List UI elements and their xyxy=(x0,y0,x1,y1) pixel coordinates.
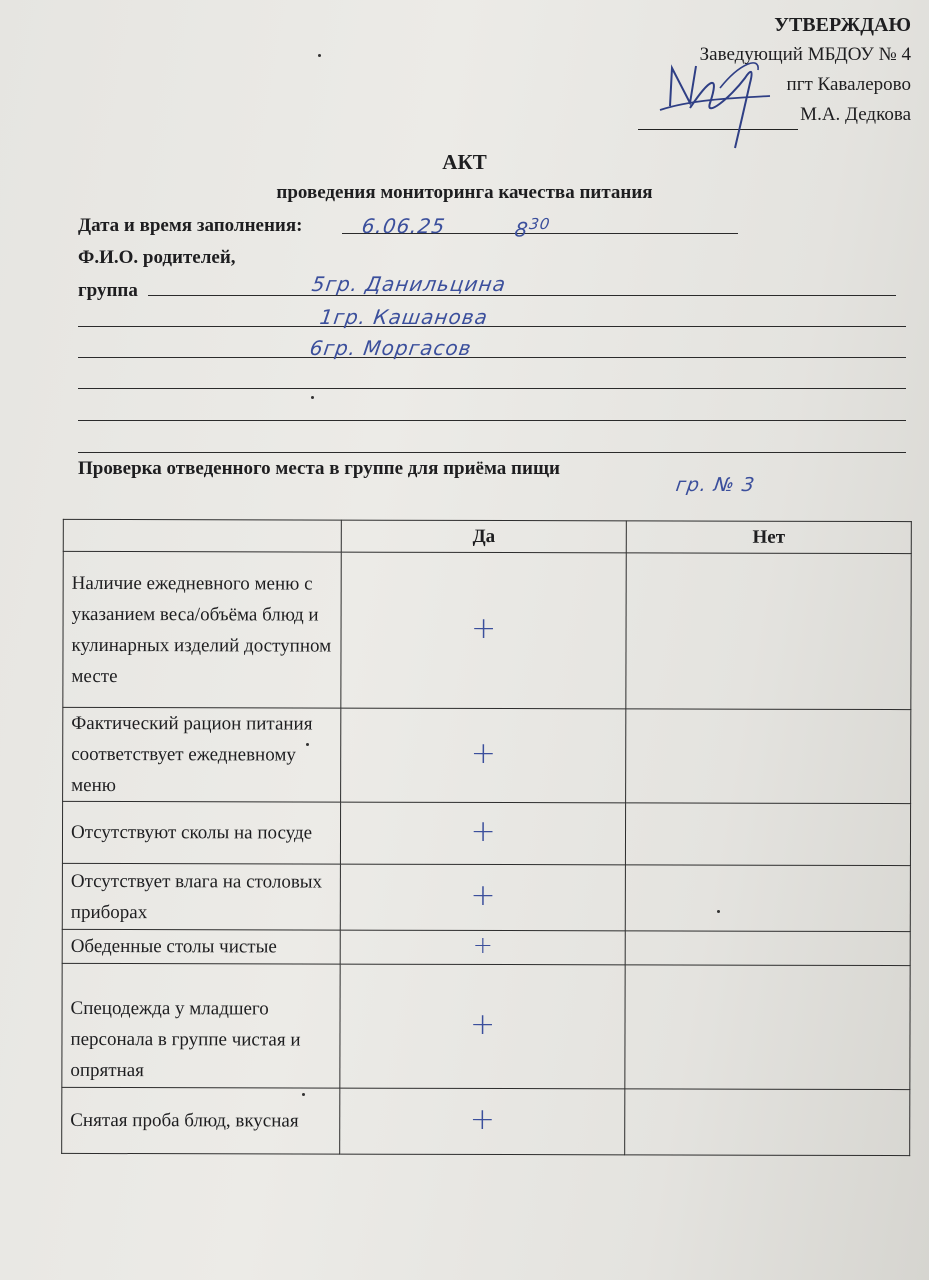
time-value xyxy=(513,215,552,242)
document-title: АКТ xyxy=(442,150,487,174)
no-cell xyxy=(625,865,910,932)
parents-line-2 xyxy=(78,326,906,327)
no-cell xyxy=(625,931,910,966)
yes-cell xyxy=(341,552,626,709)
criterion-cell: Наличие ежедневного меню с указанием веса/объёма блюд и кулинарных изделий доступном месте xyxy=(63,551,342,708)
yes-mark: + xyxy=(469,1101,495,1138)
yes-cell xyxy=(341,708,626,803)
parent-entry-1: 5гр. Данильцина xyxy=(310,272,508,296)
speck xyxy=(302,1093,305,1096)
parent-entry-3: 6гр. Моргасов xyxy=(308,336,474,360)
parents-line-5 xyxy=(78,420,906,421)
checklist-table xyxy=(61,519,912,1156)
yes-mark: + xyxy=(470,735,496,772)
time-hour: 8 xyxy=(513,217,531,242)
date-label: Дата и время заполнения: xyxy=(78,215,303,236)
criterion-cell: Обеденные столы чистые xyxy=(62,929,340,964)
parents-line-6 xyxy=(78,452,906,453)
yes-mark: + xyxy=(470,877,496,914)
group-label: группа xyxy=(78,280,138,301)
table-row xyxy=(63,707,911,803)
approval-title: УТВЕРЖДАЮ xyxy=(774,14,911,36)
parents-line-3 xyxy=(78,357,906,358)
check-heading: Проверка отведенного места в группе для приёма пищи xyxy=(78,458,560,479)
yes-cell xyxy=(340,964,625,1089)
criterion-cell: Отсутствует влага на столовых приборах xyxy=(62,863,340,930)
time-minutes: 30 xyxy=(528,215,552,233)
table-row xyxy=(62,801,910,865)
yes-mark: + xyxy=(471,610,497,647)
criterion-cell: Снятая проба блюд, вкусная xyxy=(62,1087,340,1154)
table-row xyxy=(62,963,910,1089)
parents-label: Ф.И.О. родителей, xyxy=(78,247,236,268)
yes-cell xyxy=(340,1088,625,1155)
handwritten-signature-icon xyxy=(650,48,780,158)
header-criterion xyxy=(63,519,341,552)
table-header-row xyxy=(63,519,911,553)
no-cell xyxy=(626,553,911,710)
table-row xyxy=(62,1087,910,1155)
yes-cell xyxy=(341,802,626,865)
yes-mark: + xyxy=(469,1006,496,1043)
yes-cell xyxy=(340,864,625,931)
no-cell xyxy=(625,1089,910,1156)
no-cell xyxy=(626,709,911,804)
table-row xyxy=(62,863,910,931)
table-row xyxy=(63,551,911,709)
parents-line-4 xyxy=(78,388,906,389)
group-note: гр. № 3 xyxy=(674,474,757,496)
header-no: Нет xyxy=(626,521,911,554)
yes-mark: + xyxy=(470,813,496,850)
criterion-cell: Фактический рацион питания соответствует ежедневному меню xyxy=(63,707,341,802)
yes-cell xyxy=(340,930,625,965)
table-row xyxy=(62,929,910,965)
approval-location: пгт Кавалерово xyxy=(786,74,911,95)
parents-line-1 xyxy=(148,295,896,296)
criterion-cell: Отсутствуют сколы на посуде xyxy=(62,801,340,864)
no-cell xyxy=(625,803,910,866)
parent-entry-2: 1гр. Кашанова xyxy=(318,305,490,329)
header-yes: Да xyxy=(341,520,626,553)
date-value: 6.06.25 xyxy=(360,214,448,238)
approval-name: М.А. Дедкова xyxy=(800,104,911,125)
criterion-cell: Спецодежда у младшего персонала в группе чистая и опрятная xyxy=(62,963,340,1088)
speck xyxy=(311,396,314,399)
approval-position: Заведующий МБДОУ № 4 xyxy=(699,44,911,65)
speck xyxy=(306,743,309,746)
document-subtitle: проведения мониторинга качества питания xyxy=(276,182,653,203)
speck xyxy=(318,54,321,57)
yes-mark: + xyxy=(472,930,493,960)
no-cell xyxy=(625,965,910,1090)
speck xyxy=(717,910,720,913)
